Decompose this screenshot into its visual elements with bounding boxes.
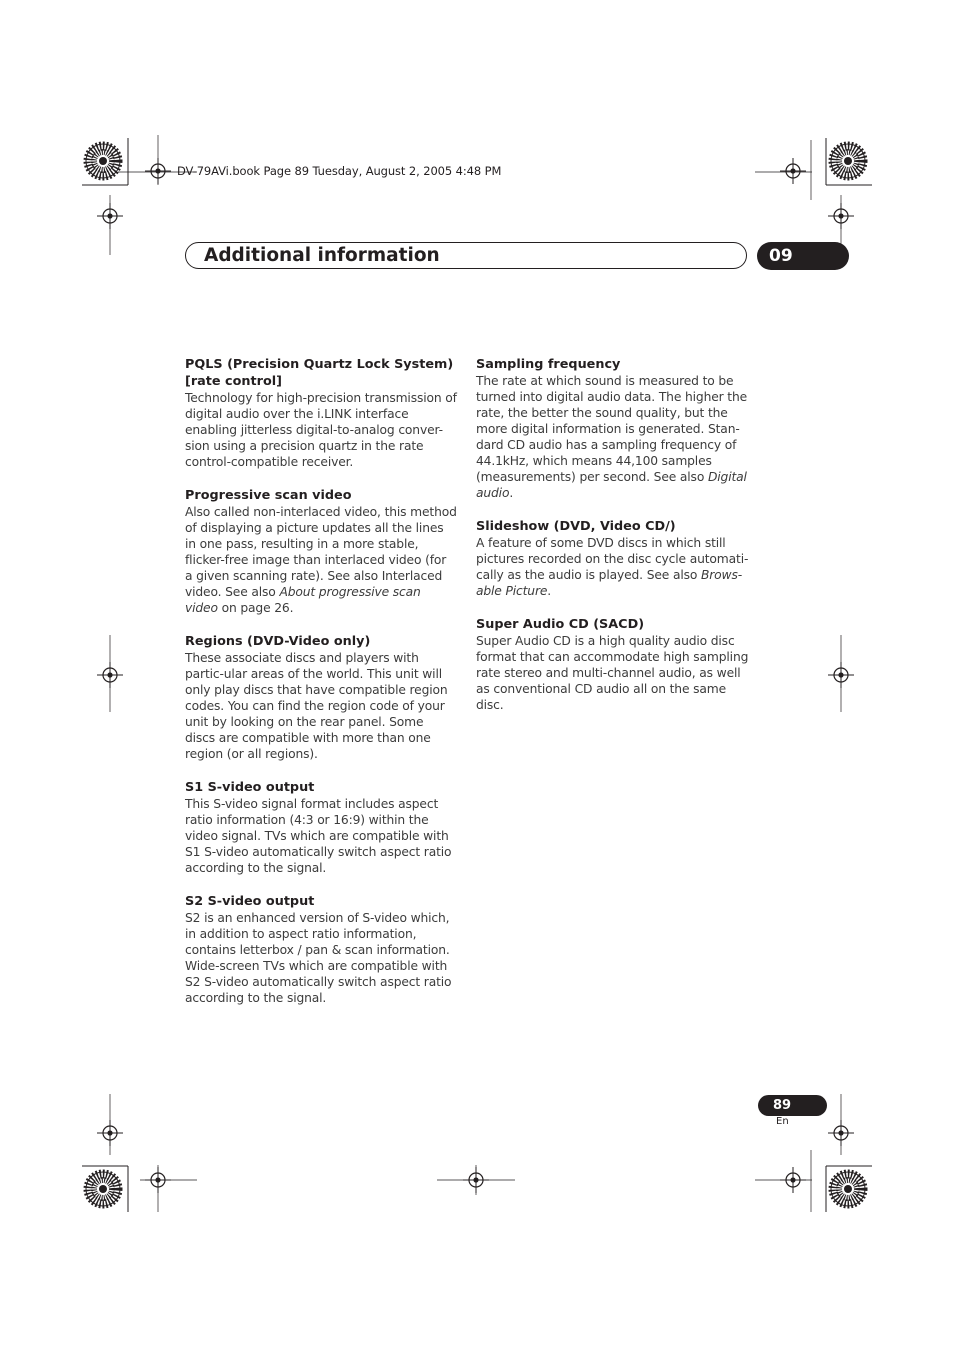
- glossary-entry-s1-video: [185, 779, 457, 876]
- registration-mark-right-lower: [828, 1120, 854, 1146]
- glossary-term: S1 S-video output: [185, 780, 315, 795]
- cross-reference: Brows-able Picture: [476, 568, 743, 598]
- registration-mark-left-lower: [97, 1120, 123, 1146]
- glossary-term: Slideshow (DVD, Video CD/): [476, 519, 676, 534]
- star-target-bottom-left: [86, 1172, 120, 1206]
- glossary-term: S2 S-video output: [185, 894, 315, 909]
- section-title: Additional information: [204, 245, 440, 266]
- glossary-entry-s2-video: [185, 893, 457, 1006]
- glossary-entry-slideshow: [476, 518, 751, 599]
- glossary-definition: These associate discs and players with partic-ular areas of the world. This unit will only play discs that have compatible region codes. You can find the region code of your unit by looking on the rear panel. Some discs are compatible with more than one region (or all regions).: [185, 651, 448, 761]
- registration-mark-bottom-left: [145, 1167, 171, 1193]
- star-target-top-right: [831, 144, 865, 178]
- glossary-term: Regions (DVD-Video only): [185, 634, 371, 649]
- glossary-entry-regions: [185, 633, 457, 762]
- glossary-entry-sacd: [476, 616, 751, 713]
- glossary-definition: S2 is an enhanced version of S-video which, in addition to aspect ratio information, contains letterbox / pan & scan information. Wide-screen TVs which are compatible with S2 S-video automatically switch aspect ratio according to the signal.: [185, 911, 452, 1005]
- registration-mark-bottom-center: [463, 1167, 489, 1193]
- glossary-entry-progressive-scan: [185, 487, 457, 616]
- page-language: En: [776, 1116, 789, 1127]
- star-target-top-left: [86, 144, 120, 178]
- cross-reference: About progressive scan video: [185, 585, 421, 615]
- glossary-definition: [476, 373, 751, 501]
- definition-tail: on page 26.: [217, 601, 294, 615]
- cross-reference: Digital audio: [476, 470, 747, 500]
- registration-mark-left-middle: [97, 662, 123, 688]
- glossary-entry-sampling-frequency: [476, 356, 751, 501]
- glossary-term: Progressive scan video: [185, 488, 352, 503]
- definition-tail: .: [547, 584, 552, 598]
- glossary-column-left: [185, 356, 457, 1023]
- glossary-term: PQLS (Precision Quartz Lock System) [rate control]: [185, 357, 454, 389]
- glossary-definition: Technology for high-precision transmission of digital audio over the i.LINK interface enabling jitterless digital-to-analog conver-sion using a precision quartz in the rate control-compatible receiver.: [185, 391, 457, 469]
- definition-text: A feature of some DVD discs in which still pictures recorded on the disc cycle automati-cally as the audio is played. See also: [476, 536, 749, 582]
- definition-tail: .: [509, 486, 514, 500]
- file-info-slug: DV-79AVi.book Page 89 Tuesday, August 2, 2005 4:48 PM: [177, 164, 502, 178]
- page-number-pill: [758, 1095, 827, 1116]
- glossary-column-right: [476, 356, 751, 730]
- star-target-bottom-right: [831, 1172, 865, 1206]
- glossary-definition: This S-video signal format includes aspect ratio information (4:3 or 16:9) within the video signal. TVs which are compatible with S1 S-video automatically switch aspect ratio according to the signal.: [185, 797, 452, 875]
- definition-text: The rate at which sound is measured to be turned into digital audio data. The higher the rate, the better the sound quality, but the more digital information is generated. Stan-dard CD audio has a sampling frequency of 44.1kHz, which means 44,100 samples (measurements) per second. See also: [476, 374, 748, 484]
- registration-mark-right-middle: [828, 662, 854, 688]
- registration-mark-top-left: [145, 158, 171, 184]
- glossary-definition: [185, 504, 457, 616]
- glossary-term: Sampling frequency: [476, 357, 621, 372]
- definition-text: Also called non-interlaced video, this method of displaying a picture updates all the lines in one pass, resulting in a more stable, flicker-free image than interlaced video (for a given scanning rate). See also Interlaced video. See also: [185, 505, 457, 599]
- glossary-definition: [476, 535, 751, 599]
- glossary-term: Super Audio CD (SACD): [476, 617, 645, 632]
- glossary-entry-pqls: [185, 356, 457, 470]
- glossary-definition: Super Audio CD is a high quality audio disc format that can accommodate high sampling rate stereo and multi-channel audio, as well as conventional CD audio all on the same disc.: [476, 634, 749, 712]
- chapter-number: 09: [769, 246, 793, 266]
- registration-mark-top-right: [780, 158, 806, 184]
- registration-mark-left-upper: [97, 203, 123, 229]
- registration-mark-right-upper: [828, 203, 854, 229]
- page-number: 89: [773, 1098, 792, 1113]
- registration-mark-bottom-right: [780, 1167, 806, 1193]
